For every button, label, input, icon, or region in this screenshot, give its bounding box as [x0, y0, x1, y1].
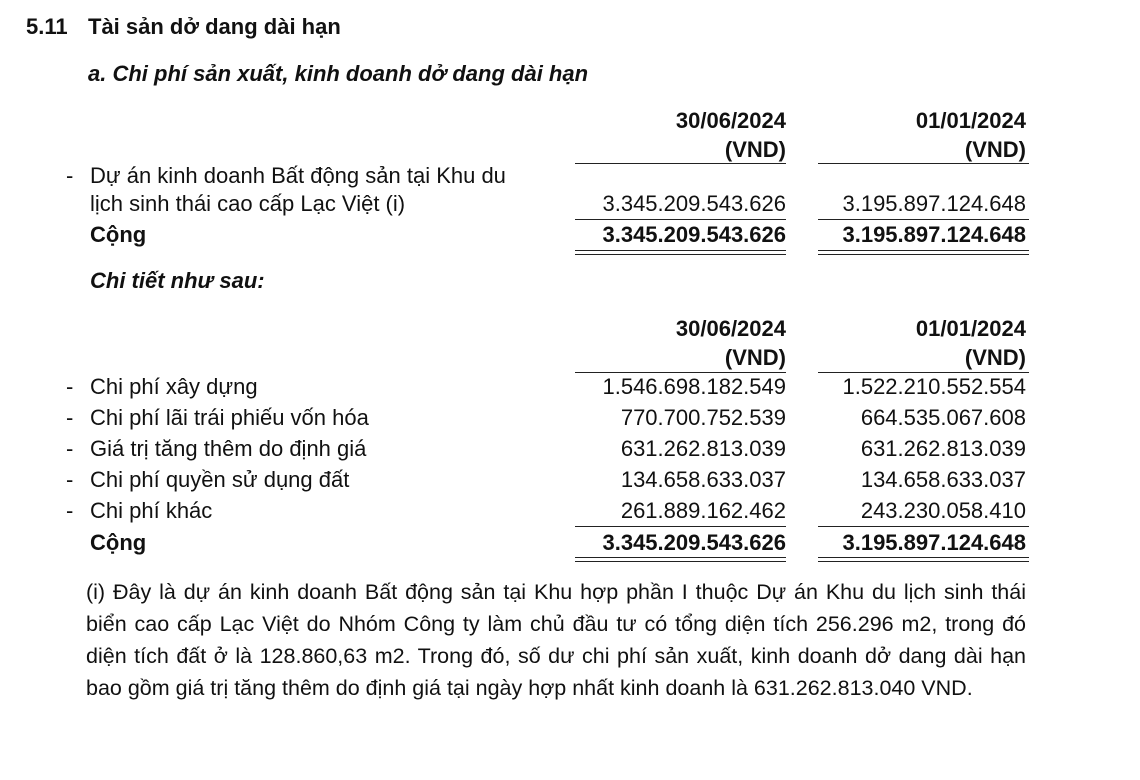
table2-header-rule-1 [575, 372, 786, 373]
table1-row-label-line1: Dự án kinh doanh Bất động sản tại Khu du [90, 163, 506, 188]
table2-rows-rule-2 [818, 526, 1029, 527]
table1-header-rule-2 [818, 163, 1029, 164]
table2-row-dash: - [66, 436, 74, 461]
table2-row-value-2: 243.230.058.410 [860, 498, 1026, 523]
table1-total-value-2: 3.195.897.124.648 [842, 222, 1026, 247]
table2-header-rule-2 [818, 372, 1029, 373]
table2-row-value-2: 1.522.210.552.554 [842, 374, 1026, 399]
table2-total-double-rule-1 [575, 557, 786, 562]
table1-col2-unit: (VND) [964, 137, 1026, 162]
table1-col1-date: 30/06/2024 [675, 108, 786, 133]
table2-col1-date: 30/06/2024 [675, 316, 786, 341]
table2-row-label: Chi phí xây dựng [90, 374, 258, 399]
table2-row-value-2: 134.658.633.037 [860, 467, 1026, 492]
table2-total-value-2: 3.195.897.124.648 [842, 530, 1026, 555]
table1-row-rule-1 [575, 219, 786, 220]
table2-row-label: Chi phí khác [90, 498, 213, 523]
table2-row-dash: - [66, 467, 74, 492]
table2-row-label: Chi phí quyền sử dụng đất [90, 467, 350, 492]
table2-row-value-1: 770.700.752.539 [620, 405, 786, 430]
footnote: (i) Đây là dự án kinh doanh Bất động sản tại Khu hợp phần I thuộc Dự án Khu du lịch sinh thái biển cao cấp Lạc Việt do Nhóm Công ty làm chủ đầu tư có tổng diện tích 256.296 m2, trong đó diện tích đất ở là 128.860,63 m2. Trong đó, số dư chi phí sản xuất, kinh doanh dở dang dài hạn bao gồm giá trị tăng thêm do định giá tại ngày hợp nhất kinh doanh là 631.262.813.040 VND. [86, 580, 1026, 700]
detail-heading: Chi tiết như sau: [90, 268, 265, 293]
table2-row-dash: - [66, 498, 74, 523]
table1-row-dash: - [66, 163, 74, 188]
table1-total-double-rule-1 [575, 250, 786, 255]
table2-row-value-2: 664.535.067.608 [860, 405, 1026, 430]
table2-row-dash: - [66, 405, 74, 430]
section-title: Tài sản dở dang dài hạn [88, 14, 341, 39]
table2-col2-date: 01/01/2024 [915, 316, 1026, 341]
table2-rows-rule-1 [575, 526, 786, 527]
table2-row-label: Giá trị tăng thêm do định giá [90, 436, 367, 461]
section-number: 5.11 [26, 14, 68, 39]
table2-row-value-1: 1.546.698.182.549 [602, 374, 786, 399]
table1-total-label: Cộng [90, 222, 147, 247]
table2-col2-unit: (VND) [964, 345, 1026, 370]
table1-row-value-2: 3.195.897.124.648 [842, 191, 1026, 216]
table2-row-value-1: 134.658.633.037 [620, 467, 786, 492]
table1-total-value-1: 3.345.209.543.626 [602, 222, 786, 247]
table2-row-dash: - [66, 374, 74, 399]
table2-row-value-1: 631.262.813.039 [620, 436, 786, 461]
table1-total-double-rule-2 [818, 250, 1029, 255]
table2-total-double-rule-2 [818, 557, 1029, 562]
subsection-title: a. Chi phí sản xuất, kinh doanh dở dang dài hạn [88, 61, 589, 86]
table1-row-rule-2 [818, 219, 1029, 220]
table2-row-value-1: 261.889.162.462 [620, 498, 786, 523]
table2-row-label: Chi phí lãi trái phiếu vốn hóa [90, 405, 369, 430]
table2-col1-unit: (VND) [724, 345, 786, 370]
table1-row-label-line2: lịch sinh thái cao cấp Lạc Việt (i) [90, 191, 406, 216]
table1-header-rule-1 [575, 163, 786, 164]
table1-row-value-1: 3.345.209.543.626 [602, 191, 786, 216]
table1-col1-unit: (VND) [724, 137, 786, 162]
table2-total-label: Cộng [90, 530, 147, 555]
table2-row-value-2: 631.262.813.039 [860, 436, 1026, 461]
table2-total-value-1: 3.345.209.543.626 [602, 530, 786, 555]
table1-col2-date: 01/01/2024 [915, 108, 1026, 133]
